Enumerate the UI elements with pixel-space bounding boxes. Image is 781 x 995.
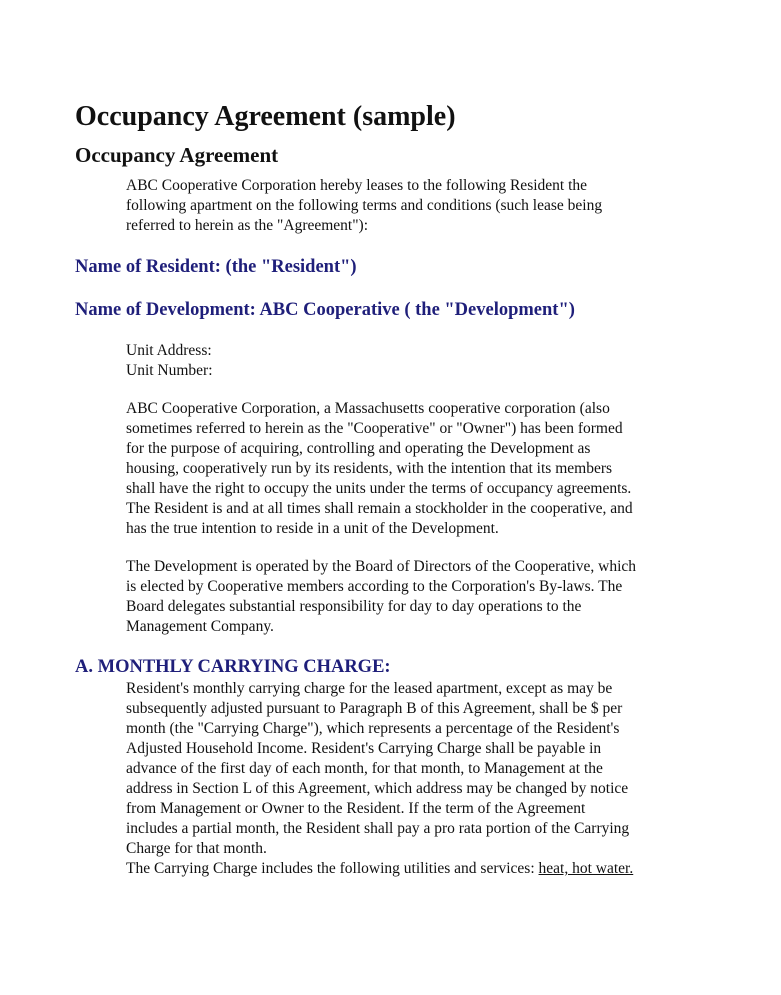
paragraph-line: from Management or Owner to the Resident. If the term of the Agreement (126, 800, 586, 817)
paragraph-line: shall have the right to occupy the units under the terms of occupancy agreements. (126, 480, 632, 497)
paragraph-line: Charge for that month. (126, 840, 267, 857)
paragraph-line: is elected by Cooperative members according to the Corporation's By-laws. The (126, 578, 623, 595)
section-a-heading: A. MONTHLY CARRYING CHARGE: (75, 657, 391, 677)
intro-line: ABC Cooperative Corporation hereby leases to the following Resident the (126, 177, 588, 194)
paragraph-line: Resident's monthly carrying charge for the leased apartment, except as may be (126, 680, 613, 697)
paragraph-line: Board delegates substantial responsibility for day to day operations to the (126, 598, 582, 615)
intro-line: referred to herein as the "Agreement"): (126, 217, 369, 234)
unit-address-label: Unit Address: (126, 342, 212, 359)
intro-line: following apartment on the following terms and conditions (such lease being (126, 197, 603, 214)
board-paragraph (126, 557, 706, 637)
paragraph-line: sometimes referred to herein as the "Cooperative" or "Owner") has been formed (126, 420, 623, 437)
paragraph-line: address in Section L of this Agreement, which address may be changed by notice (126, 780, 629, 797)
cooperative-paragraph (126, 399, 706, 539)
paragraph-line: includes a partial month, the Resident shall pay a pro rata portion of the Carrying (126, 820, 630, 837)
document-subtitle: Occupancy Agreement (75, 143, 279, 167)
paragraph-line: advance of the first day of each month, for that month, to Management at the (126, 760, 603, 777)
paragraph-line: Management Company. (126, 618, 274, 635)
paragraph-line: for the purpose of acquiring, controlling and operating the Development as (126, 440, 591, 457)
paragraph-line: The Development is operated by the Board of Directors of the Cooperative, which (126, 558, 637, 575)
utilities-prefix: The Carrying Charge includes the following utilities and services: (126, 860, 535, 877)
unit-info (126, 341, 706, 381)
paragraph-line: subsequently adjusted pursuant to Paragraph B of this Agreement, shall be $ per (126, 700, 623, 717)
paragraph-line: The Resident is and at all times shall remain a stockholder in the cooperative, and (126, 500, 633, 517)
utilities-line (126, 859, 706, 879)
paragraph-line: housing, cooperatively run by its residents, with the intention that its members (126, 460, 613, 477)
intro-paragraph (126, 176, 706, 236)
heading-development: Name of Development: ABC Cooperative ( the "Development") (75, 300, 575, 320)
paragraph-line: has the true intention to reside in a unit of the Development. (126, 520, 499, 537)
document-title: Occupancy Agreement (sample) (75, 101, 456, 132)
utilities-value: heat, hot water. (538, 860, 634, 877)
heading-resident: Name of Resident: (the "Resident") (75, 257, 357, 277)
paragraph-line: Adjusted Household Income. Resident's Carrying Charge shall be payable in (126, 740, 602, 757)
section-a-paragraph (126, 679, 706, 879)
unit-number-label: Unit Number: (126, 362, 213, 379)
paragraph-line: month (the "Carrying Charge"), which represents a percentage of the Resident's (126, 720, 620, 737)
paragraph-line: ABC Cooperative Corporation, a Massachusetts cooperative corporation (also (126, 400, 610, 417)
